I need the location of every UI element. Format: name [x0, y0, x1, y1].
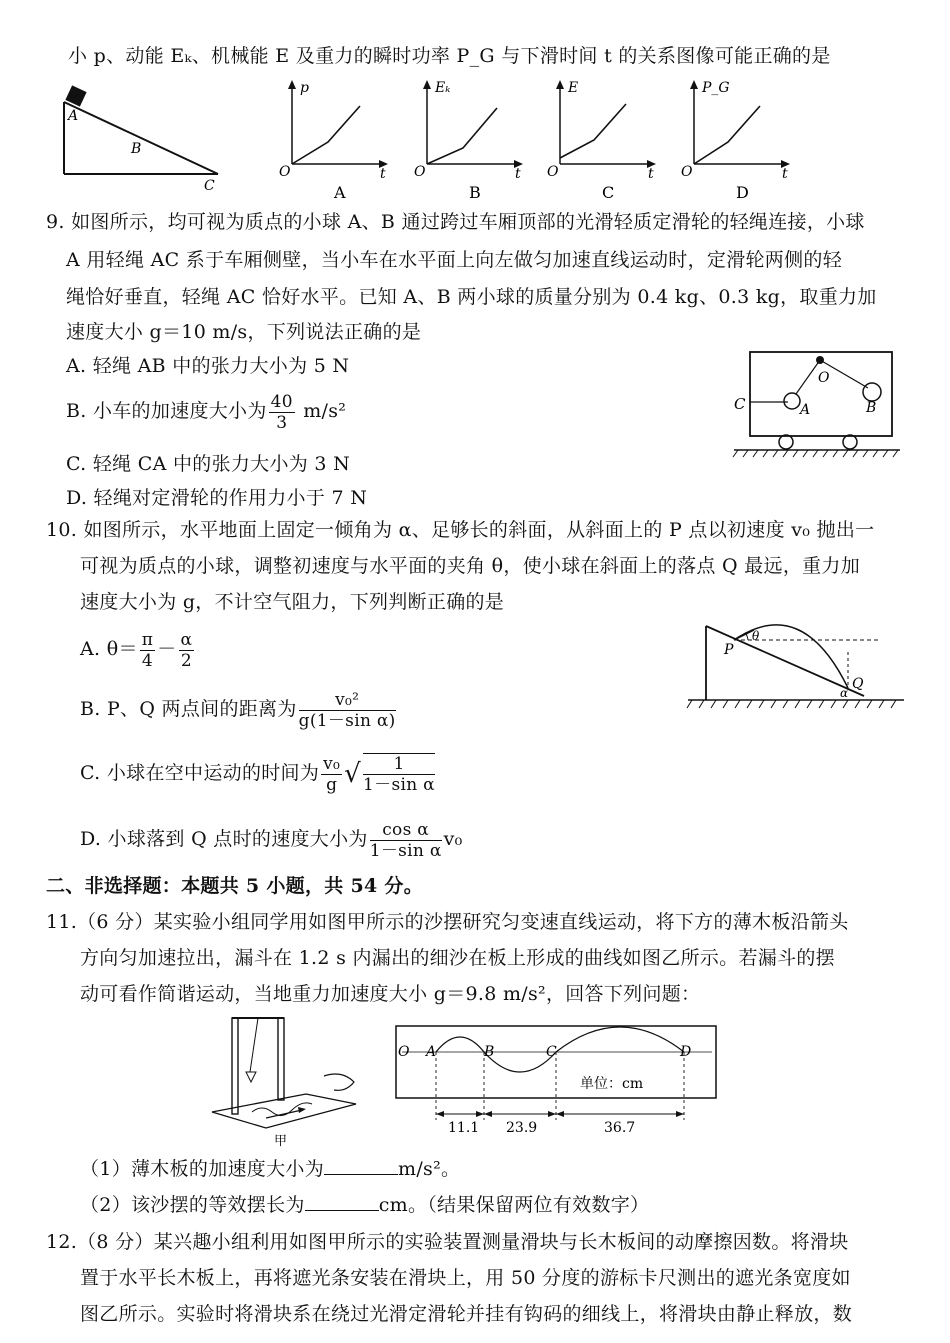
- trace-label-b: B: [484, 1044, 495, 1060]
- graph-d-curve: [694, 106, 760, 164]
- q9-line-4: 速度大小 g＝10 m/s，下列说法正确的是: [66, 321, 422, 343]
- q10-line-2: 可视为质点的小球，调整初速度与水平面的夹角 θ，使小球在斜面上的落点 Q 最远，重力加: [80, 555, 861, 577]
- q8-graph-c: [546, 78, 661, 206]
- graph-b-xlabel: t: [515, 166, 521, 182]
- q9-option-a: A. 轻绳 AB 中的张力大小为 5 N: [66, 355, 350, 377]
- q10-option-c: C. 小球在空中运动的时间为 $\frac{\text{v₀}}{g}$ √ $\frac{1}{\text{1－sin α}}$: [80, 753, 435, 795]
- figure-jia-caption: 甲: [274, 1134, 288, 1149]
- slope-label-p: P: [724, 642, 734, 658]
- q10-line-1: 10. 如图所示，水平地面上固定一倾角为 α、足够长的斜面，从斜面上的 P 点以初速度 v₀ 抛出一: [46, 519, 875, 541]
- q11-sub-1: （1）薄木板的加速度大小为 m/s²。: [80, 1158, 461, 1180]
- incline-label-b: B: [131, 141, 142, 157]
- graph-c-tag: C: [602, 183, 615, 202]
- q11-sub-2: （2）该沙摆的等效摆长为 cm。（结果保留两位有效数字）: [80, 1194, 650, 1216]
- q9-option-d: D. 轻绳对定滑轮的作用力小于 7 N: [66, 487, 368, 509]
- trace-unit: 单位：cm: [580, 1076, 644, 1092]
- graph-c-ylabel: E: [568, 80, 579, 96]
- graph-b-tag: B: [469, 183, 481, 202]
- incline-label-a: A: [68, 108, 79, 124]
- graph-a-curve: [292, 106, 360, 164]
- graph-a-ylabel: p: [300, 80, 309, 96]
- graph-c-xlabel: t: [648, 166, 654, 182]
- q11-sub-2-blank[interactable]: [305, 1192, 379, 1211]
- q9-option-b-fraction: $\frac{40}{3}$: [270, 391, 293, 433]
- q9-line-1: 9. 如图所示，均可视为质点的小球 A、B 通过跨过车厢顶部的光滑轻质定滑轮的轻绳连接，小球: [46, 211, 865, 233]
- trace-label-a: A: [426, 1044, 437, 1060]
- q11-line-3: 动可看作简谐运动，当地重力加速度大小 g＝9.8 m/s²，回答下列问题：: [80, 983, 701, 1005]
- q10-line-3: 速度大小为 g，不计空气阻力，下列判断正确的是: [80, 591, 505, 613]
- hand-icon: [324, 1074, 354, 1090]
- graph-d-origin: O: [681, 164, 693, 180]
- q11-sub-1-blank[interactable]: [324, 1156, 398, 1175]
- q9-option-c: C. 轻绳 CA 中的张力大小为 3 N: [66, 453, 351, 475]
- q8-graph-d: [680, 78, 795, 206]
- q11-line-2: 方向匀加速拉出，漏斗在 1.2 s 内漏出的细沙在板上形成的曲线如图乙所示。若漏斗的摆: [80, 947, 835, 969]
- q9-line-3: 绳恰好垂直，轻绳 AC 恰好水平。已知 A、B 两小球的质量分别为 0.4 kg、0.3 kg，取重力加: [66, 286, 877, 308]
- trace-label-d: D: [680, 1044, 692, 1060]
- trace-label-c: C: [546, 1044, 557, 1060]
- q11-figure-yi: [394, 1012, 724, 1150]
- graph-d-tag: D: [736, 183, 749, 202]
- cart-label-o: O: [818, 370, 830, 386]
- slope-label-theta: θ: [752, 629, 760, 643]
- q10-slope-figure: [682, 618, 907, 722]
- slope-label-q: Q: [852, 676, 864, 692]
- section-heading: 二、非选择题：本题共 5 小题，共 54 分。: [46, 875, 424, 897]
- graph-d-ylabel: P_G: [702, 80, 730, 96]
- q12-line-2: 置于水平长木板上，再将遮光条安装在滑块上，用 50 分度的游标卡尺测出的遮光条宽度如: [80, 1267, 851, 1289]
- q8-incline-figure: [56, 82, 226, 201]
- cart-label-b: B: [866, 400, 877, 416]
- q12-line-3: 图乙所示。实验时将滑块系在绕过光滑定滑轮并挂有钩码的细线上，将滑块由静止释放，数: [80, 1303, 853, 1325]
- graph-a-xlabel: t: [380, 166, 386, 182]
- cart-label-c: C: [734, 395, 746, 413]
- q11-line-1: 11.（6 分）某实验小组同学用如图甲所示的沙摆研究匀变速直线运动，将下方的薄木板沿箭头: [46, 911, 849, 933]
- q9-line-2: A 用轻绳 AC 系于车厢侧壁，当小车在水平面上向左做匀加速直线运动时，定滑轮两侧的轻: [66, 249, 843, 271]
- graph-b-ylabel: Eₖ: [435, 80, 451, 96]
- trace-dim-3: 36.7: [604, 1120, 636, 1136]
- cart-label-a: A: [800, 402, 811, 418]
- trace-dim-2: 23.9: [506, 1120, 538, 1136]
- q9-option-b: [66, 388, 346, 434]
- q8-graph-a: [278, 78, 393, 206]
- graph-b-curve: [427, 108, 497, 164]
- trace-dim-1: 11.1: [448, 1120, 480, 1136]
- q8-stem-tail: 小 p、动能 Eₖ、机械能 E 及重力的瞬时功率 P_G 与下滑时间 t 的关系图像可能正确的是: [68, 45, 831, 67]
- q11-figure-jia: [206, 1012, 366, 1156]
- q9-option-b-text: B. 小车的加速度大小为: [66, 400, 267, 422]
- graph-b-origin: O: [414, 164, 426, 180]
- graph-c-origin: O: [547, 164, 559, 180]
- graph-d-xlabel: t: [782, 166, 788, 182]
- incline-label-c: C: [204, 178, 215, 194]
- q9-cart-figure: [730, 346, 905, 468]
- q9-option-b-unit: m/s²: [303, 400, 347, 422]
- graph-a-tag: A: [334, 183, 346, 202]
- q10-option-a: A. θ＝ $\frac{\pi}{4}$ － $\frac{\alpha}{2}$: [80, 629, 193, 671]
- q10-option-d: D. 小球落到 Q 点时的速度大小为 $\frac{\text{cos α}}{\text{1－sin α}}$ v₀: [80, 819, 463, 861]
- slope-label-alpha: α: [840, 686, 849, 700]
- q12-line-1: 12.（8 分）某兴趣小组利用如图甲所示的实验装置测量滑块与长木板间的动摩擦因数。将滑块: [46, 1231, 849, 1253]
- graph-c-curve: [560, 104, 626, 158]
- q8-graph-b: [413, 78, 528, 206]
- trace-label-o: O: [398, 1044, 410, 1060]
- graph-a-origin: O: [279, 164, 291, 180]
- q10-option-b: B. P、Q 两点间的距离为 $\frac{\text{v₀²}}{\text{g(1－sin α)}}$: [80, 689, 396, 731]
